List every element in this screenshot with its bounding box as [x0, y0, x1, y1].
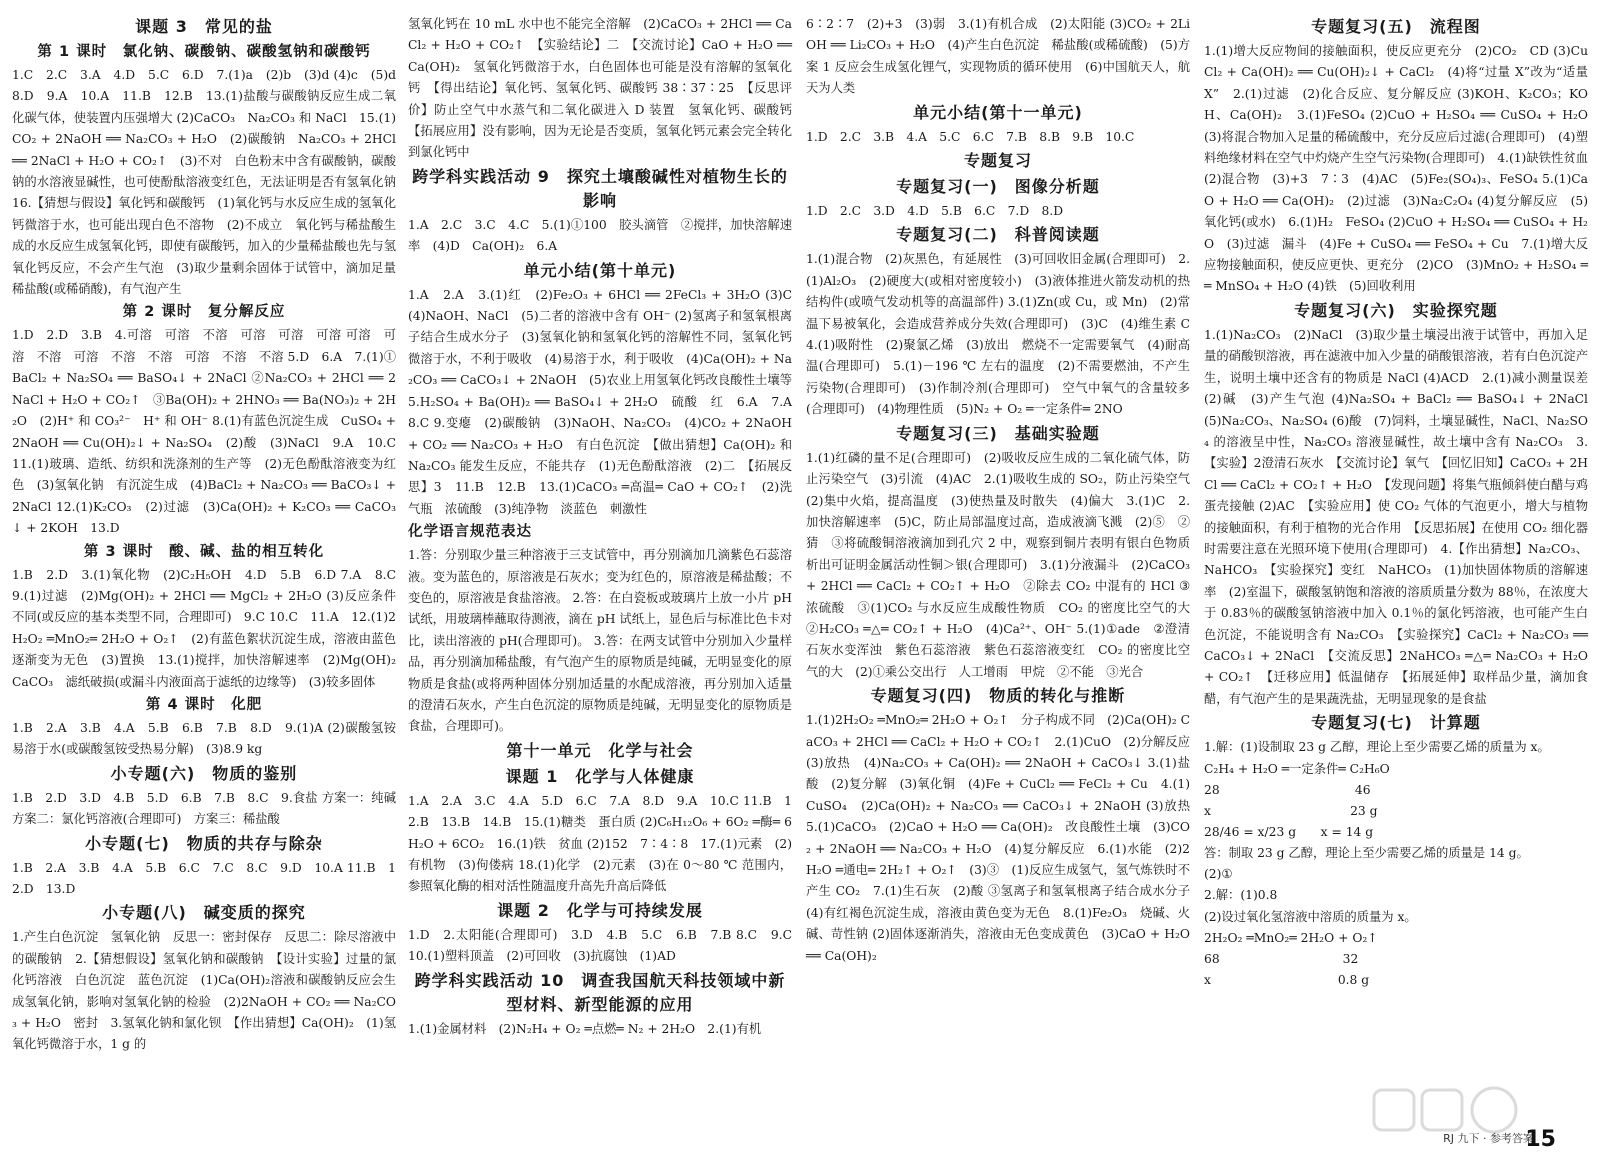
section-heading: 小专题(七) 物质的共存与除杂	[85, 833, 323, 853]
column-1	[12, 14, 409, 1149]
section-heading: 专题复习(二) 科普阅读题	[896, 225, 1100, 245]
answer-paragraph: 1.B 2.A 3.B 4.A 5.B 6.C 7.C 8.C 9.D 10.A 11.B 12.D 13.D	[12, 860, 396, 896]
equation-line: 28 46	[1204, 782, 1371, 797]
footer-label: RJ 九下 · 参考答案	[1443, 1132, 1534, 1145]
answer-paragraph: 1.D 2.D 3.B 4.可溶 可溶 不溶 可溶 可溶 可溶 可溶 可溶 不溶 可溶 不溶 不溶 可溶 不溶 不溶 5.D 6.A 7.(1)①BaCl₂ + Na₂SO₄ ══ BaSO₄↓ + 2NaCl ②Na₂CO₃ + 2HCl ══ 2NaCl + H₂O + CO₂↑ ③Ba(OH)₂ + 2HNO₃ ══ Ba(NO₃)₂ + 2H₂O (2)H⁺ 和 CO₃²⁻ H⁺ 和 OH⁻ 8.(1)有蓝色沉淀生成 CuSO₄ + 2NaOH ══ Cu(OH)₂↓ + Na₂SO₄ (2)酸 (3)NaCl 9.A 10.C 11.(1)玻璃、造纸、纺织和洗涤剂的生产等 (2)无色酚酞溶液变为红色 (3)氢氧化钠 有沉淀生成 (4)BaCl₂ + Na₂CO₃ ══ BaCO₃↓ + 2NaCl 12.(1)K₂CO₃ (2)过滤 (3)Ca(OH)₂ + K₂CO₃ ══ CaCO₃↓ + 2KOH 13.D	[12, 328, 409, 536]
answer-paragraph: 1.D 2.C 3.B 4.A 5.C 6.C 7.B 8.B 9.B 10.C	[806, 129, 1135, 144]
answer-paragraph: 1.(1)金属材料 (2)N₂H₄ + O₂ ═点燃═ N₂ + 2H₂O 2.(1)有机	[408, 1021, 762, 1036]
answer-paragraph: 1.(1)增大反应物间的接触面积，使反应更充分 (2)CO₂ CD (3)CuCl₂ + Ca(OH)₂ ══ Cu(OH)₂↓ + CaCl₂ (4)将“过量 X”改为“适量 X” 2.(1)过滤 (2)化合反应、复分解反应 (3)KOH、K₂CO₃；KOH、Ca(OH)₂ 3.(1)FeSO₄ (2)CuO + H₂SO₄ ══ CuSO₄ + H₂O (3)将混合物加入足量的稀硫酸中，充分反应后过滤(合理即可) (4)塑料绝缘材料在空气中灼烧产生空气污染物(合理即可) 4.(1)缺铁性贫血 (2)混合物 (3)+3 7∶3 (4)AC (5)Fe₂(SO₄)₃、FeSO₄ 5.(1)CaO + H₂O ══ Ca(OH)₂ (2)过滤 (3)Na₂C₂O₄ (4)复分解反应 (5)氧化钙(或水) 6.(1)H₂ FeSO₄ (2)CuO + H₂SO₄ ══ CuSO₄ + H₂O (3)过滤 漏斗 (4)Fe + CuSO₄ ══ FeSO₄ + Cu 7.(1)增大反应物接触面积，使反应更快、更充分 (2)CO (3)MnO₂ + H₂SO₄ ══ MnSO₄ + H₂O (4)铁 (5)回收利用	[1204, 44, 1600, 294]
section-heading: 专题复习(七) 计算题	[1311, 713, 1481, 733]
equation-line: C₂H₄ + H₂O ═一定条件═ C₂H₆O	[1204, 761, 1390, 776]
section-heading: 专题复习(五) 流程图	[1311, 17, 1481, 36]
section-heading: 第 4 课时 化肥	[145, 696, 263, 713]
answer-paragraph: 1.B 2.D 3.D 4.B 5.D 6.B 7.B 8.C 9.食盐 方案一：纯碱 方案二：氯化钙溶液(合理即可) 方案三：稀盐酸	[12, 790, 409, 827]
section-heading: 跨学科实践活动 10 调查我国航天科技领域中新型材料、新型能源的应用	[414, 970, 786, 1014]
section-heading: 单元小结(第十一单元)	[913, 102, 1083, 122]
section-heading: 课题 2 化学与可持续发展	[497, 900, 703, 920]
section-heading: 专题复习(四) 物质的转化与推断	[870, 686, 1126, 706]
answer-paragraph: 6∶2∶7 (2)+3 (3)弱 3.(1)有机合成 (2)太阳能 (3)CO₂ + 2LiOH ══ Li₂CO₃ + H₂O (4)产生白色沉淀 稀盐酸(或稀硫酸) (5)方案 1 反应会生成氢化锂气，实现物质的循环使用 (6)中国航天人，航天为人类	[806, 17, 1190, 96]
answer-paragraph: 1.(1)Na₂CO₃ (2)NaCl (3)取少量土壤浸出液于试管中，再加入足量的硝酸钡溶液，再在滤液中加入少量的硝酸银溶液，若有白色沉淀产生，说明土壤中还含有的物质是 NaCl (4)ACD 2.(1)减小测量误差 (2)碱 (3)产生气泡 (4)Na₂SO₄ + BaCl₂ ══ BaSO₄↓ + 2NaCl (5)Na₂CO₃、Na₂SO₄ (6)酸 (7)饲料，土壤显碱性，NaCl、Na₂SO₄ 的溶液呈中性，Na₂CO₃ 溶液显碱性，故土壤中含有 Na₂CO₃ 3.【实验】2澄清石灰水 【交流讨论】氧气 【回忆旧知】CaCO₃ + 2HCl ══ CaCl₂ + CO₂↑ + H₂O 【发现问题】将集气瓶倾斜使白醋与鸡蛋壳接触 (2)AC 【实验应用】使 CO₂ 气体的气泡更小，增大与植物的接触面积，有利于植物的光合作用 【反思拓展】在使用 CO₂ 细化器时需要注意在光照环境下使用(合理即可) 4.【作出猜想】Na₂CO₃、NaHCO₃ 【实验探究】变红 NaHCO₃ (1)加快固体物质的溶解速率 (2)室温下，碳酸氢钠饱和溶液的溶质质量分数为 88％，在浓度大于 0.83％的碳酸氢钠溶液中加入 0.1％的氯化钙溶液，也可能产生白色沉淀，不能说明含有 Na₂CO₃ 【实验探究】CaCl₂ + Na₂CO₃ ══ CaCO₃↓ + 2NaCl 【交流反思】2NaHCO₃ ═△═ Na₂CO₃ + H₂O + CO₂↑ 【迁移应用】低温储存 【拓展延伸】取样品少量，滴加食醋，有气泡产生的是果蔬洗盐，无明显现象的是食盐	[1204, 327, 1600, 706]
section-heading: 第 3 课时 酸、碱、盐的相互转化	[83, 543, 325, 560]
answer-paragraph: 2.解：(1)0.8	[1204, 888, 1278, 903]
section-heading: 课题 1 化学与人体健康	[505, 766, 695, 786]
answer-paragraph: (2)①	[1204, 867, 1233, 881]
answer-paragraph: 1.A 2.C 3.C 4.C 5.(1)①100 胶头滴管 ②搅拌，加快溶解速率 (4)D Ca(OH)₂ 6.A	[408, 217, 792, 254]
section-heading: 专题复习(一) 图像分析题	[896, 177, 1100, 197]
page-number: 15	[1525, 1127, 1556, 1152]
answer-paragraph: 1.D 2.C 3.D 4.D 5.B 6.C 7.D 8.D	[806, 204, 1064, 219]
answer-paragraph: 1.B 2.D 3.(1)氧化物 (2)C₂H₅OH 4.D 5.B 6.D 7.A 8.C 9.(1)过滤 (2)Mg(OH)₂ + 2HCl ══ MgCl₂ + 2H₂O (3)反应条件不同(或反应的基本类型不同，合理即可) 9.C 10.C 11.A 12.(1)2H₂O₂ ═MnO₂═ 2H₂O + O₂↑ (2)有蓝色絮状沉淀生成，溶液由蓝色逐渐变为无色 (3)置换 13.(1)搅拌，加快溶解速率 (2)Mg(OH)₂ CaCO₃ 滤纸破损(或漏斗内液面高于滤纸的边缘等) (3)较多固体	[12, 567, 409, 689]
answer-paragraph: 1.(1)2H₂O₂ ═MnO₂═ 2H₂O + O₂↑ 分子构成不同 (2)Ca(OH)₂ CaCO₃ + 2HCl ══ CaCl₂ + H₂O + CO₂↑ 2.(1)CuO (2)分解反应 (3)放热 (4)Na₂CO₃ + Ca(OH)₂ ══ 2NaOH + CaCO₃↓ 3.(1)盐酸 (2)复分解 (3)氧化铜 (4)Fe + CuCl₂ ══ FeCl₂ + Cu 4.(1)CuSO₄ (2)Ca(OH)₂ + Na₂CO₃ ══ CaCO₃↓ + 2NaOH (3)放热 5.(1)CaCO₃ (2)CaO + H₂O ══ Ca(OH)₂ 改良酸性土壤 (3)CO₂ + 2NaOH ══ Na₂CO₃ + H₂O (4)复分解反应 6.(1)水能 (2)2H₂O ═通电═ 2H₂↑ + O₂↑ (3)③ (1)反应生成氢气，氢气炼铁时不产生 CO₂ 7.(1)生石灰 (2)酸 ③氢离子和氢氧根离子结合成水分子 (4)有红褐色沉淀生成，溶液由黄色变为无色 8.(1)Fe₂O₃ 烧碱、火碱、苛性钠 (2)固体逐渐消失，溶液由无色变成黄色 (3)CaO + H₂O ══ Ca(OH)₂	[806, 713, 1203, 963]
equation-line: 68 32	[1204, 952, 1359, 967]
answer-paragraph: 氢氧化钙在 10 mL 水中也不能完全溶解 (2)CaCO₃ + 2HCl ══ CaCl₂ + H₂O + CO₂↑ 【实验结论】二 【交流讨论】CaO + H₂O ══ Ca(OH)₂ 氢氧化钙微溶于水，白色固体也可能是没有溶解的氢氧化钙 【得出结论】氧化钙、氢氧化钙、碳酸钙 38∶37∶25 【反思评价】防止空气中水蒸气和二氧化碳进入 D 装置 氢氧化钙、碳酸钙 【拓展应用】没有影响，因为无论是否变质，氢氧化钙元素会完全转化到氯化钙中	[408, 17, 805, 160]
section-heading: 第十一单元 化学与社会	[506, 740, 694, 760]
section-heading: 课题 3 常见的盐	[135, 17, 273, 36]
section-heading: 跨学科实践活动 9 探究土壤酸碱性对植物生长的影响	[412, 166, 788, 210]
section-heading: 小专题(八) 碱变质的探究	[102, 903, 306, 923]
answer-paragraph: 1.答：分别取少量三种溶液于三支试管中，再分别滴加几滴紫色石蕊溶液。变为蓝色的，原溶液是石灰水；变为红色的，原溶液是稀盐酸；不变色的，原溶液是食盐溶液。 2.答：在白瓷板或玻璃片上放一小片 pH 试纸，用玻璃棒蘸取待测液，滴在 pH 试纸上，显色后与标准比色卡对比，读出溶液的 pH(合理即可)。 3.答：在两支试管中分别加入少量样品，再分别滴加稀盐酸，有气泡产生的原物质是纯碱，无明显变化的原物质是食盐(或将两种固体分别加适量的水配成溶液，再分别加入适量的澄清石灰水，产生白色沉淀的原物质是纯碱，无明显变化的原物质是食盐，合理即可)。	[408, 548, 792, 734]
answer-paragraph: 1.A 2.A 3.(1)红 (2)Fe₂O₃ + 6HCl ══ 2FeCl₃ + 3H₂O (3)C (4)NaOH、NaCl (5)二者的溶液中含有 OH⁻ (2)氢离子和氢氧根离子结合生成水分子 (3)氢氧化钠和氢氧化钙的溶解性不同，氢氧化钙微溶于水，不利于吸收 (4)易溶于水，利于吸收 (4)Ca(OH)₂ + Na₂CO₃ ══ CaCO₃↓ + 2NaOH (5)农业上用氢氧化钙改良酸性土壤等 5.H₂SO₄ + Ba(OH)₂ ══ BaSO₄↓ + 2H₂O 硫酸 红 6.A 7.A 8.C 9.变瘪 (2)碳酸钠 (3)NaOH、Na₂CO₃ (4)CO₂ + 2NaOH + CO₂ ══ Na₂CO₃ + H₂O 有白色沉淀 【做出猜想】Ca(OH)₂ 和 Na₂CO₃ 能发生反应，不能共存 (1)无色酚酞溶液 (2)二 【拓展反思】3 11.B 12.B 13.(1)CaCO₃ ═高温═ CaO + CO₂↑ (2)洗气瓶 浓硫酸 (3)纯净物 淡蓝色 刺激性	[408, 287, 805, 516]
equation-line: 28/46 = x/23 g x = 14 g	[1204, 824, 1374, 839]
answer-paragraph: 1.(1)红磷的量不足(合理即可) (2)吸收反应生成的二氧化硫气体，防止污染空气 (3)引流 (4)AC 2.(1)吸收生成的 SO₂，防止污染空气 (2)集中火焰，提高温度 (3)使热量及时散失 (4)偏大 3.(1)C 2.加快溶解速率 (5)C，防止局部温度过高，造成液滴飞溅 (2)⑤ ②猜 ③将硫酸铜溶液滴加到孔穴 2 中，观察到铜片表明有银白色物质析出可证明金属活动性铜＞银(合理即可) 3.(1)分液漏斗 (2)CaCO₃ + 2HCl ══ CaCl₂ + CO₂↑ + H₂O ②除去 CO₂ 中混有的 HCl ③浓硫酸 ③(1)CO₂ 与水反应生成酸性物质 CO₂ 的密度比空气的大 ②H₂CO₃ ═△═ CO₂↑ + H₂O (4)Ca²⁺、OH⁻ 5.(1)①ade ②澄清石灰水变浑浊 紫色石蕊溶液 紫色石蕊溶液变红 CO₂ 的密度比空气的大 (2)①乘公交出行 人工增雨 甲烷 ②不能 ③光合	[806, 450, 1203, 679]
answer-paragraph: 答：制取 23 g 乙醇，理论上至少需要乙烯的质量是 14 g。	[1204, 845, 1529, 860]
column-4	[1204, 14, 1600, 1149]
equation-line: x 23 g	[1204, 803, 1378, 818]
answer-paragraph: 1.A 2.A 3.C 4.A 5.D 6.C 7.A 8.D 9.A 10.C 11.B 12.B 13.B 14.B 15.(1)糖类 蛋白质 (2)C₆H₁₂O₆ + 6O₂ ═酶═ 6H₂O + 6CO₂ 16.(1)铁 贫血 (2)152 7∶4∶8 17.(1)元素 (2)有机物 (3)佝偻病 18.(1)化学 (2)元素 (3)在 0～80 ℃ 范围内，参照氧化酶的相对活性随温度升高先升高后降低	[408, 793, 792, 894]
answer-paragraph: 1.C 2.C 3.A 4.D 5.C 6.D 7.(1)a (2)b (3)d (4)c (5)d 8.D 9.A 10.A 11.B 12.B 13.(1)盐酸与碳酸钠反应生成二氧化碳气体，使装置内压强增大 (2)CaCO₃ Na₂CO₃ 和 NaCl 15.(1)CO₂ + 2NaOH ══ Na₂CO₃ + H₂O (2)碳酸钠 Na₂CO₃ + 2HCl ══ 2NaCl + H₂O + CO₂↑ (3)不对 白色粉末中含有碳酸钠，碳酸钠的水溶液显碱性，也可使酚酞溶液变红色，无法证明是否有氢氧化钠 16.【猜想与假设】氧化钙和碳酸钙 (1)氧化钙与水反应生成的氢氧化钙微溶于水，也可能出现白色不溶物 (2)不成立 氧化钙与稀盐酸生成的水反应生成氢氧化钙，即使有碳酸钙，加入的少量稀盐酸也先与氢氧化钙反应，不会产生气泡 (3)取少量剩余固体于试管中，滴加足量稀盐酸(或稀硝酸)，有气泡产生	[12, 68, 409, 297]
answer-paragraph: 1.(1)混合物 (2)灰黑色，有延展性 (3)可回收旧金属(合理即可) 2.(1)Al₂O₃ (2)硬度大(或相对密度较小) (3)液体推进火箭发动机的热结构件(或喷气发动机等的高温部件) 3.(1)Zn(或 Cu，或 Mn) (2)常温下易被氧化，会造成营养成分失效(合理即可) (3)C (4)维生素 C 4.(1)吸附性 (2)聚氯乙烯 (3)放出 燃烧不一定需要氧气 (4)耐高温(合理即可) 5.(1)－196 ℃ 左右的温度 (2)不需要燃油，不产生污染物(合理即可) (3)作制冷剂(合理即可) 空气中氧气的含量较多(合理即可) (4)物理性质 (5)N₂ + O₂ ═一定条件═ 2NO	[806, 252, 1203, 417]
answer-paragraph: 1.D 2.太阳能(合理即可) 3.D 4.B 5.C 6.B 7.B 8.C 9.C 10.(1)塑料顶盖 (2)可回收 (3)抗腐蚀 (1)AD	[408, 927, 805, 964]
answer-paragraph: 1.解：(1)设制取 23 g 乙醇，理论上至少需要乙烯的质量为 x。	[1204, 740, 1550, 755]
answer-paragraph: (2)设过氧化氢溶液中溶质的质量为 x。	[1204, 909, 1417, 924]
equation-line: x 0.8 g	[1204, 973, 1370, 988]
section-heading: 第 1 课时 氯化钠、碳酸钠、碳酸氢钠和碳酸钙	[37, 44, 371, 60]
section-heading: 单元小结(第十单元)	[523, 260, 677, 280]
section-heading: 专题复习(三) 基础实验题	[896, 423, 1100, 443]
section-heading: 化学语言规范表达	[408, 524, 532, 541]
answer-paragraph: 1.B 2.A 3.B 4.A 5.B 6.B 7.B 8.D 9.(1)A (2)碳酸氢铵易溶于水(或碳酸氢铵受热易分解) (3)8.9 kg	[12, 720, 396, 757]
column-2	[408, 14, 805, 1149]
column-3	[806, 14, 1203, 1149]
section-heading: 专题复习(六) 实验探究题	[1294, 300, 1498, 320]
answer-paragraph: 1.产生白色沉淀 氢氧化钠 反思一：密封保存 反思二：除尽溶液中的碳酸钠 2.【猜想假设】氢氧化钠和碳酸钠 【设计实验】过量的氯化钙溶液 白色沉淀 蓝色沉淀 (1)Ca(OH)₂溶液和碳酸钠反应会生成氢氧化钠，影响对氢氧化钠的检验 (2)2NaOH + CO₂ ══ Na₂CO₃ + H₂O 密封 3.氢氧化钠和氯化钡 【作出猜想】Ca(OH)₂ (1)氢氧化钙微溶于水，1 g 的	[12, 930, 396, 1052]
section-heading: 专题复习	[963, 151, 1032, 171]
section-heading: 第 2 课时 复分解反应	[122, 304, 286, 321]
section-heading: 小专题(六) 物质的鉴别	[110, 763, 298, 783]
equation-line: 2H₂O₂ ═MnO₂═ 2H₂O + O₂↑	[1204, 931, 1378, 946]
